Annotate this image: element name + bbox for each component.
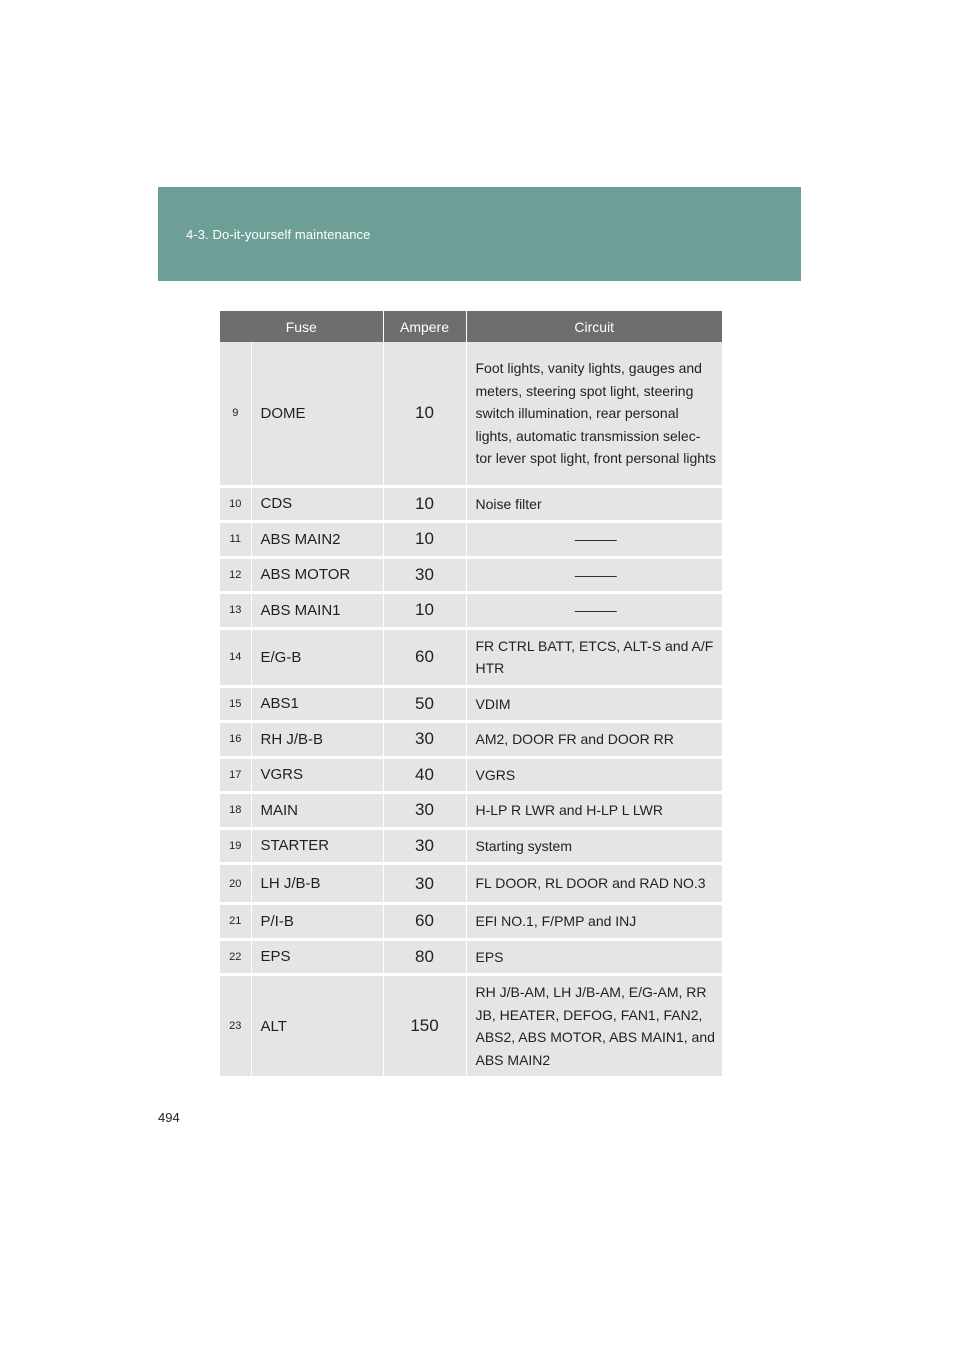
fuse-number: 22 [220,939,251,975]
fuse-row [220,722,722,758]
fuse-name: STARTER [251,828,383,864]
section-header-band [158,187,801,281]
fuse-row [220,864,722,904]
fuse-name: ABS MOTOR [251,557,383,593]
fuse-circuit: AM2, DOOR FR and DOOR RR [466,722,722,758]
fuse-ampere: 150 [383,975,466,1078]
fuse-ampere: 30 [383,828,466,864]
fuse-number: 20 [220,864,251,904]
fuse-row [220,342,722,486]
fuse-name: CDS [251,486,383,522]
fuse-circuit: EFI NO.1, F/PMP and INJ [466,904,722,940]
table-header-row [220,311,722,342]
column-header-circuit: Circuit [466,311,722,342]
fuse-ampere: 30 [383,557,466,593]
fuse-circuit: RH J/B-AM, LH J/B-AM, E/G-AM, RR JB, HEATER, DEFOG, FAN1, FAN2, ABS2, ABS MOTOR, ABS MAIN1, and ABS MAIN2 [466,975,722,1078]
fuse-number: 16 [220,722,251,758]
fuse-number: 23 [220,975,251,1078]
fuse-circuit: ——— [466,593,722,629]
fuse-name: MAIN [251,793,383,829]
fuse-circuit: Noise filter [466,486,722,522]
fuse-circuit: Foot lights, vanity lights, gauges and meters, steering spot light, steering switch illumination, rear personal lights, automatic transmission selec- tor lever spot light, front personal lights [466,342,722,486]
fuse-ampere: 30 [383,722,466,758]
fuse-number: 17 [220,757,251,793]
fuse-circuit: ——— [466,522,722,558]
fuse-number: 14 [220,628,251,686]
fuse-ampere: 50 [383,686,466,722]
fuse-name: ABS MAIN1 [251,593,383,629]
fuse-circuit: VDIM [466,686,722,722]
fuse-ampere: 30 [383,864,466,904]
fuse-ampere: 80 [383,939,466,975]
fuse-number: 9 [220,342,251,486]
fuse-row [220,793,722,829]
fuse-number: 18 [220,793,251,829]
fuse-circuit: ——— [466,557,722,593]
fuse-name: DOME [251,342,383,486]
fuse-circuit: VGRS [466,757,722,793]
fuse-row [220,557,722,593]
fuse-table [220,311,722,1079]
fuse-name: P/I-B [251,904,383,940]
fuse-number: 15 [220,686,251,722]
fuse-table-body [220,342,722,1078]
fuse-name: ABS1 [251,686,383,722]
fuse-ampere: 10 [383,593,466,629]
fuse-circuit: FL DOOR, RL DOOR and RAD NO.3 [466,864,722,904]
fuse-row [220,522,722,558]
fuse-name: E/G-B [251,628,383,686]
fuse-name: VGRS [251,757,383,793]
column-header-fuse: Fuse [220,311,383,342]
fuse-ampere: 10 [383,486,466,522]
fuse-row [220,628,722,686]
fuse-name: ABS MAIN2 [251,522,383,558]
fuse-row [220,828,722,864]
fuse-row [220,904,722,940]
fuse-ampere: 10 [383,342,466,486]
fuse-circuit: Starting system [466,828,722,864]
fuse-number: 10 [220,486,251,522]
fuse-ampere: 10 [383,522,466,558]
fuse-ampere: 60 [383,904,466,940]
fuse-circuit: FR CTRL BATT, ETCS, ALT-S and A/F HTR [466,628,722,686]
fuse-name: LH J/B-B [251,864,383,904]
fuse-name: ALT [251,975,383,1078]
fuse-number: 19 [220,828,251,864]
fuse-name: EPS [251,939,383,975]
fuse-row [220,593,722,629]
fuse-row [220,686,722,722]
fuse-ampere: 40 [383,757,466,793]
fuse-ampere: 60 [383,628,466,686]
fuse-number: 11 [220,522,251,558]
fuse-ampere: 30 [383,793,466,829]
fuse-row [220,939,722,975]
fuse-number: 13 [220,593,251,629]
fuse-number: 12 [220,557,251,593]
fuse-circuit: H-LP R LWR and H-LP L LWR [466,793,722,829]
fuse-name: RH J/B-B [251,722,383,758]
column-header-ampere: Ampere [383,311,466,342]
fuse-number: 21 [220,904,251,940]
fuse-row [220,975,722,1078]
page-number: 494 [158,1110,180,1125]
fuse-row [220,486,722,522]
fuse-circuit: EPS [466,939,722,975]
fuse-row [220,757,722,793]
section-title: 4-3. Do-it-yourself maintenance [186,227,371,242]
